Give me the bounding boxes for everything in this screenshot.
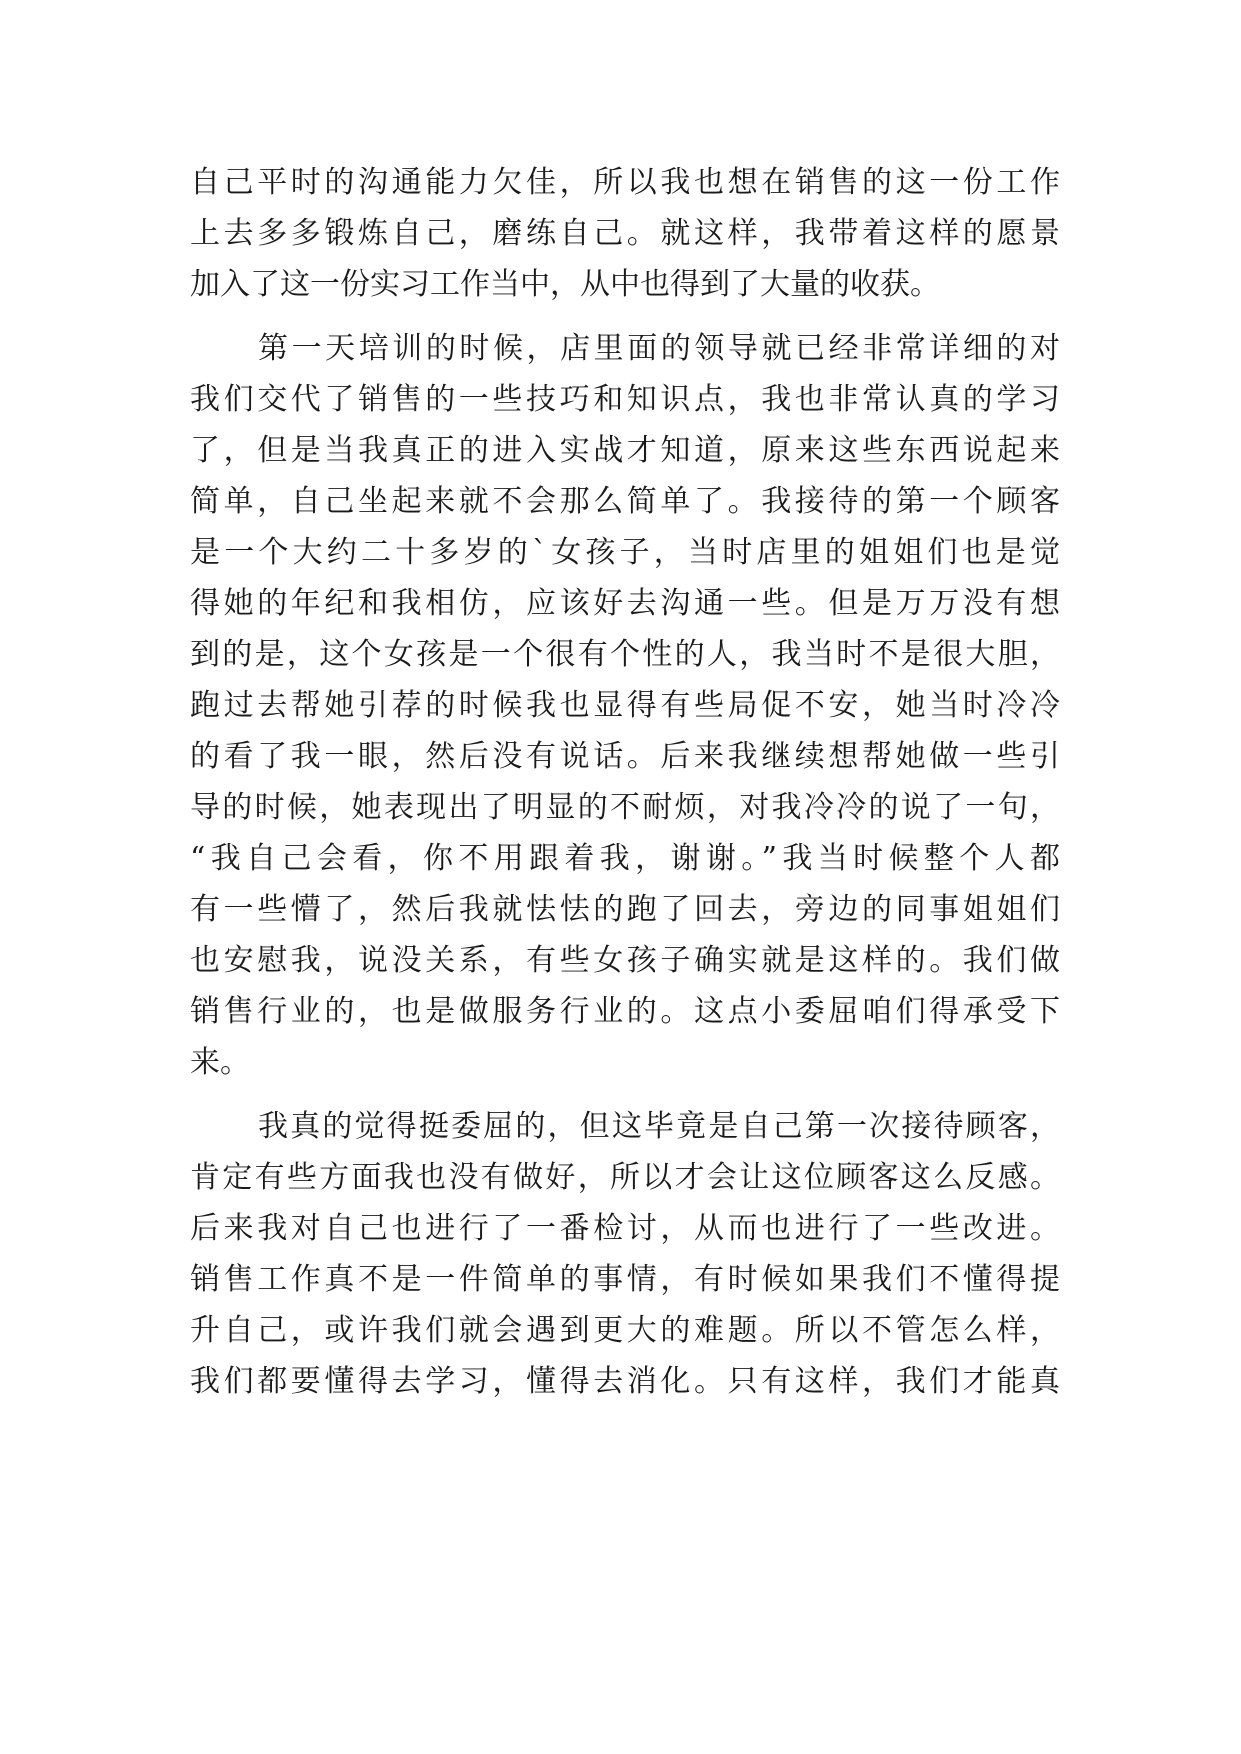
text-line: 销售行业的，也是做服务行业的。这点小委屈咱们得承受下: [190, 994, 1060, 1029]
text-line: 自己平时的沟通能力欠佳，所以我也想在销售的这一份工作: [190, 165, 1060, 200]
text-line: 的看了我一眼，然后没有说话。后来我继续想帮她做一些引: [190, 739, 1060, 774]
text-line: 导的时候，她表现出了明显的不耐烦，对我冷冷的说了一句，: [190, 790, 1060, 825]
text-line: 第一天培训的时候，店里面的领导就已经非常详细的对: [258, 331, 1060, 366]
text-line: 了，但是当我真正的进入实战才知道，原来这些东西说起来: [190, 433, 1060, 468]
text-line: 是一个大约二十多岁的`女孩子，当时店里的姐姐们也是觉: [190, 535, 1060, 570]
paragraph-3: [190, 1101, 1060, 1407]
text-line: 简单，自己坐起来就不会那么简单了。我接待的第一个顾客: [190, 484, 1060, 519]
text-line: 销售工作真不是一件简单的事情，有时候如果我们不懂得提: [190, 1262, 1060, 1297]
text-line: “我自己会看，你不用跟着我，谢谢。”我当时候整个人都: [190, 841, 1060, 876]
text-line: 我真的觉得挺委屈的，但这毕竟是自己第一次接待顾客，: [258, 1109, 1060, 1144]
text-line: 肯定有些方面我也没有做好，所以才会让这位顾客这么反感。: [190, 1160, 1060, 1195]
paragraph-spacer: [190, 310, 1060, 323]
paragraph-2: [190, 323, 1060, 1088]
text-line: 我们都要懂得去学习，懂得去消化。只有这样，我们才能真: [190, 1364, 1060, 1399]
paragraph-spacer: [190, 1088, 1060, 1101]
text-line: 有一些懵了，然后我就怯怯的跑了回去，旁边的同事姐姐们: [190, 892, 1060, 927]
body-text: [190, 157, 1060, 1407]
text-line: 也安慰我，说没关系，有些女孩子确实就是这样的。我们做: [190, 943, 1060, 978]
text-line: 升自己，或许我们就会遇到更大的难题。所以不管怎么样，: [190, 1313, 1060, 1348]
text-line: 得她的年纪和我相仿，应该好去沟通一些。但是万万没有想: [190, 586, 1060, 621]
text-line: 跑过去帮她引荐的时候我也显得有些局促不安，她当时冷冷: [190, 688, 1060, 723]
text-line: 我们交代了销售的一些技巧和知识点，我也非常认真的学习: [190, 382, 1060, 417]
text-line: 加入了这一份实习工作当中，从中也得到了大量的收获。: [190, 267, 940, 302]
text-line: 后来我对自己也进行了一番检讨，从而也进行了一些改进。: [190, 1211, 1060, 1246]
text-line: 来。: [190, 1045, 250, 1080]
paragraph-1: [190, 157, 1060, 310]
text-line: 到的是，这个女孩是一个很有个性的人，我当时不是很大胆，: [190, 637, 1060, 672]
text-line: 上去多多锻炼自己，磨练自己。就这样，我带着这样的愿景: [190, 216, 1060, 251]
